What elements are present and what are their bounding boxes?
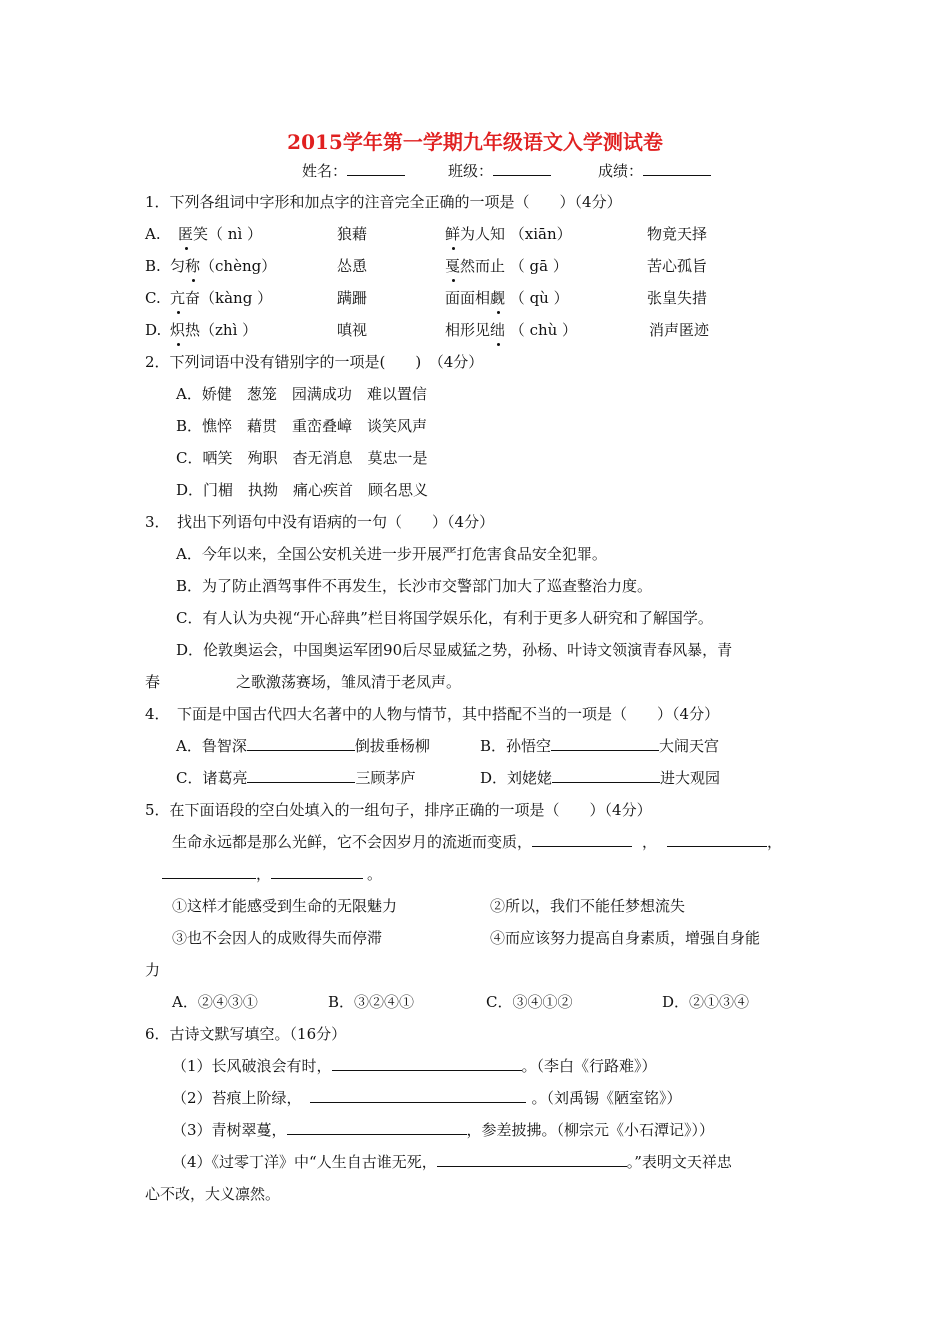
- q5-blank-2: [667, 832, 767, 847]
- q5-stem: 5．在下面语段的空白处填入的一组句子，排序正确的一项是（ ）（4分）: [145, 801, 652, 819]
- option-label: C.: [145, 289, 161, 307]
- q3-option-c: C．有人认为央视“开心辞典”栏目将国学娱乐化，有利于更多人研究和了解国学。: [176, 609, 713, 627]
- option-word-4: 物竟天择: [647, 225, 708, 243]
- q3-option-d-continued: 之歌激荡赛场，雏凤清于老凤声。: [236, 673, 462, 691]
- class-label: 班级：: [448, 162, 494, 180]
- option-word-3: 相形见绌 （ chù ）: [445, 321, 578, 339]
- option-label: D.: [145, 321, 162, 339]
- q5-sentence-4-continued: 力: [145, 961, 161, 979]
- q5-blank-3: [162, 864, 256, 879]
- option-word-4: 消声匿迹: [649, 321, 710, 339]
- q2-option-d: D．门楣 执拗 痛心疾首 顾名思义: [176, 481, 429, 499]
- q6-line-1: （1）长风破浪会有时， 。（李白《行路难》）: [172, 1057, 657, 1075]
- q5-choice-c: C．③④①②: [486, 993, 573, 1011]
- option-word-4: 张皇失措: [647, 289, 708, 307]
- page-title: 2015学年第一学期九年级语文入学测试卷: [287, 130, 663, 154]
- q2-option-c: C．哂笑 殉职 杳无消息 莫忠一是: [176, 449, 428, 467]
- q5-choice-a: A．②④③①: [172, 993, 258, 1011]
- q5-sentence-3: ③也不会因人的成败得失而停滞: [172, 929, 383, 947]
- q6-line-2: （2）苔痕上阶绿， 。（刘禹锡《陋室铭》）: [172, 1089, 682, 1107]
- q4-option-c: C．诸葛亮 三顾茅庐: [176, 769, 416, 787]
- option-word-3: 戛然而止 （ gā ）: [445, 257, 568, 275]
- option-word-2: 嗔视: [337, 321, 368, 339]
- option-word-2: 狼藉: [337, 225, 368, 243]
- q5-blank-1: [532, 832, 632, 847]
- option-word-1: 匀称（chèng）: [170, 257, 277, 275]
- q5-sentence-2: ②所以，我们不能任梦想流失: [490, 897, 686, 915]
- q4-option-a: A．鲁智深 倒拔垂杨柳: [176, 737, 430, 755]
- option-label: B.: [145, 257, 161, 275]
- q4-option-d: D．刘姥姥 进大观园: [480, 769, 721, 787]
- option-word-2: 蹒跚: [337, 289, 368, 307]
- q5-sentence-4: ④而应该努力提高自身素质，增强自身能: [490, 929, 761, 947]
- name-label: 姓名：: [302, 162, 348, 180]
- q5-sentence-1: ①这样才能感受到生命的无限魅力: [172, 897, 398, 915]
- q4-stem: 4． 下面是中国古代四大名著中的人物与情节，其中搭配不当的一项是（ ）（4分）: [145, 705, 720, 723]
- q4-option-b: B．孙悟空 大闹天宫: [480, 737, 720, 755]
- q6-line-3: （3）青树翠蔓， ，参差披拂。（柳宗元《小石潭记》））: [172, 1121, 715, 1139]
- q5-choice-d: D．②①③④: [662, 993, 750, 1011]
- q6-line-4-continued: 心不改，大义凛然。: [145, 1185, 281, 1203]
- q2-option-b: B．憔悴 藉贯 重峦叠嶂 谈笑风声: [176, 417, 428, 435]
- q3-option-d: D．伦敦奥运会，中国奥运军团90后尽显威猛之势，孙杨、叶诗文领演青春风暴，青: [176, 641, 733, 659]
- score-blank: [643, 161, 711, 176]
- option-word-2: 怂恿: [337, 257, 368, 275]
- name-field: [302, 161, 405, 181]
- name-blank: [347, 161, 405, 176]
- q6-stem: 6．古诗文默写填空。（16分）: [145, 1025, 347, 1043]
- class-blank: [493, 161, 551, 176]
- q5-passage-continued: ， 。: [162, 864, 382, 884]
- q3-option-b: B．为了防止酒驾事件不再发生，长沙市交警部门加大了巡查整治力度。: [176, 577, 653, 595]
- score-field: [598, 161, 711, 181]
- option-word-3: 鲜为人知 （xiān）: [445, 225, 572, 243]
- q2-stem: 2．下列词语中没有错别字的一项是( ) （4分）: [145, 353, 484, 371]
- q5-blank-4: [271, 864, 363, 879]
- option-word-1: 炽热（zhì ）: [170, 321, 258, 339]
- q3-option-d-continued-start: 春: [145, 673, 161, 691]
- q2-option-a: A．娇健 葱笼 园满成功 难以置信: [176, 385, 427, 403]
- option-word-4: 苦心孤旨: [647, 257, 708, 275]
- q5-choice-b: B．③②④①: [328, 993, 415, 1011]
- class-field: [448, 161, 551, 181]
- score-label: 成绩：: [598, 162, 644, 180]
- option-word-3: 面面相觑 （ qù ）: [445, 289, 569, 307]
- q3-option-a: A．今年以来，全国公安机关进一步开展严打危害食品安全犯罪。: [176, 545, 607, 563]
- q3-stem: 3． 找出下列语句中没有语病的一句（ ）（4分）: [145, 513, 495, 531]
- q6-line-4: （4）《过零丁洋》中“人生自古谁无死， 。”表明文天祥忠: [172, 1153, 732, 1171]
- option-word-1: 匿笑（ nì ）: [178, 225, 263, 243]
- q1-stem: 1．下列各组词中字形和加点字的注音完全正确的一项是（ ）（4分）: [145, 193, 622, 211]
- option-word-1: 亢奋（kàng ）: [170, 289, 273, 307]
- option-label: A.: [145, 225, 161, 243]
- q5-passage: 生命永远都是那么光鲜，它不会因岁月的流逝而变质， ， ，: [172, 833, 783, 851]
